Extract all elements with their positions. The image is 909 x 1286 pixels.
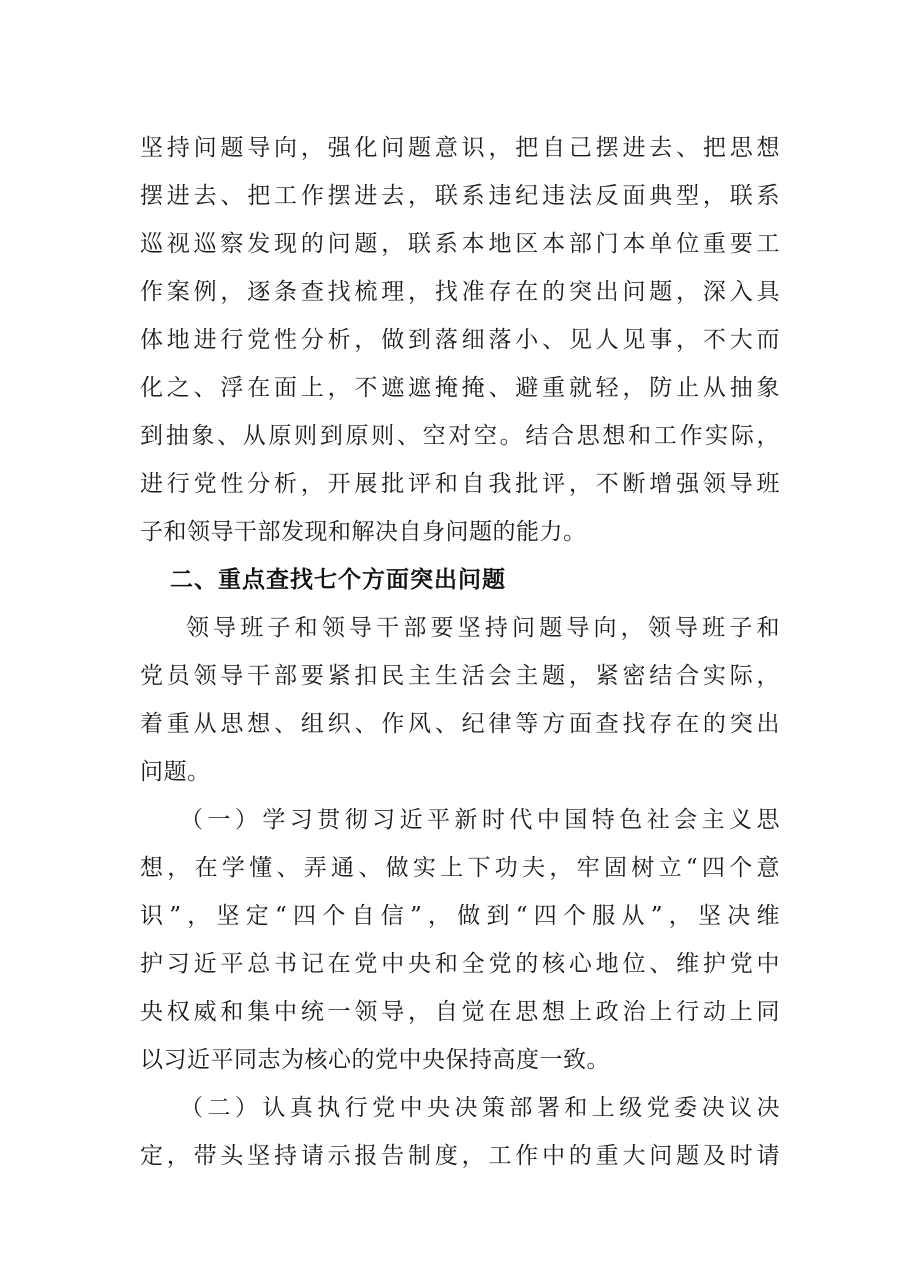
paragraph-item-one [140, 796, 780, 1084]
text-line: 以习近平同志为核心的党中央保持高度一致。 [140, 1047, 610, 1073]
text-line: 党员领导干部要紧扣民主生活会主题，紧密结合实际， [140, 663, 780, 689]
paragraph-leadership-focus [140, 604, 780, 796]
paragraph-problem-orientation [140, 124, 780, 556]
text-line: 巡视巡察发现的问题，联系本地区本部门本单位重要工 [140, 231, 780, 257]
text-line: 识”，坚定“四个自信”，做到“四个服从”，坚决维 [140, 903, 780, 929]
text-line: 问题。 [140, 759, 211, 785]
text-line: 定，带头坚持请示报告制度，工作中的重大问题及时请 [140, 1143, 780, 1169]
text-line: 着重从思想、组织、作风、纪律等方面查找存在的突出 [140, 711, 780, 737]
text-line: （一）学习贯彻习近平新时代中国特色社会主义思 [180, 807, 780, 833]
text-line: 化之、浮在面上，不遮遮掩掩、避重就轻，防止从抽象 [140, 375, 780, 401]
text-line: 想，在学懂、弄通、做实上下功夫，牢固树立“四个意 [140, 855, 780, 881]
text-line: 体地进行党性分析，做到落细落小、见人见事，不大而 [140, 327, 780, 353]
text-line: 作案例，逐条查找梳理，找准存在的突出问题，深入具 [140, 279, 780, 305]
text-line: （二）认真执行党中央决策部署和上级党委决议决 [180, 1095, 780, 1121]
text-line: 进行党性分析，开展批评和自我批评，不断增强领导班 [140, 471, 780, 497]
text-line: 坚持问题导向，强化问题意识，把自己摆进去、把思想 [140, 135, 780, 161]
text-line: 到抽象、从原则到原则、空对空。结合思想和工作实际， [140, 423, 780, 449]
text-line: 护习近平总书记在党中央和全党的核心地位、维护党中 [140, 951, 780, 977]
section-heading: 二、重点查找七个方面突出问题 [170, 567, 506, 593]
paragraph-item-two [140, 1084, 780, 1180]
text-line: 子和领导干部发现和解决自身问题的能力。 [140, 519, 587, 545]
text-line: 央权威和集中统一领导，自觉在思想上政治上行动上同 [140, 999, 780, 1025]
document-body [140, 124, 780, 1180]
text-line: 领导班子和领导干部要坚持问题导向，领导班子和 [186, 615, 780, 641]
text-line: 摆进去、把工作摆进去，联系违纪违法反面典型，联系 [140, 183, 780, 209]
